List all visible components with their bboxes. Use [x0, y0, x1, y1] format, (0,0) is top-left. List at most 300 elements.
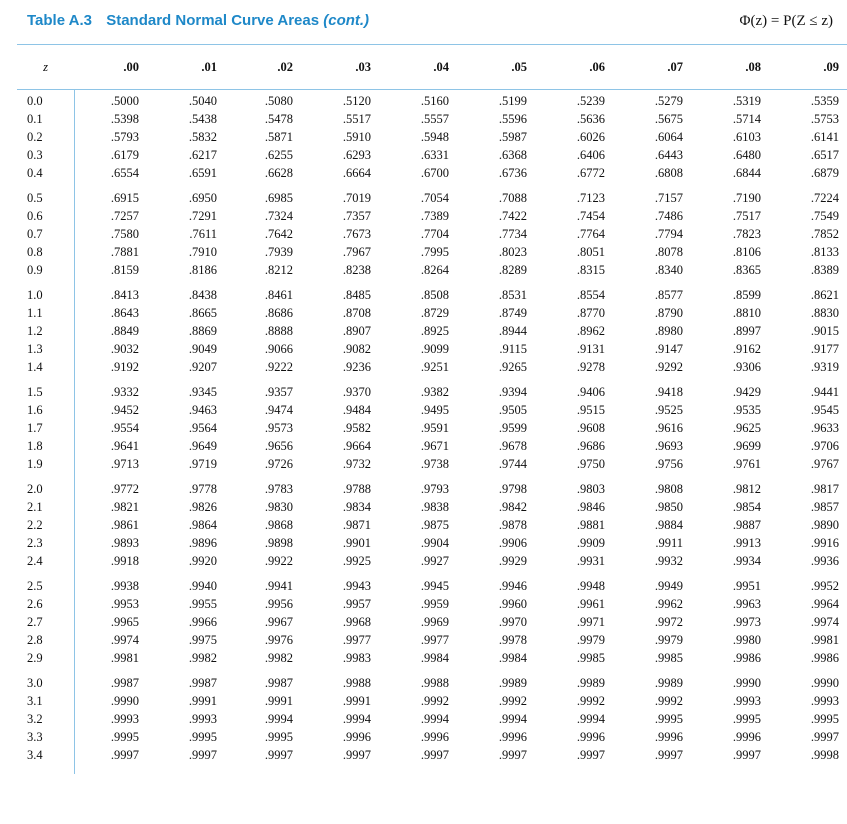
column-header: .08 — [745, 60, 761, 74]
probability-cell: .9988 — [420, 676, 449, 690]
probability-cell: .5714 — [732, 112, 761, 127]
probability-cell: .9987 — [264, 676, 293, 690]
probability-cell: .8643 — [110, 306, 139, 321]
probability-cell: .9896 — [188, 536, 217, 551]
probability-cell: .9971 — [576, 615, 605, 630]
probability-cell: .9962 — [654, 597, 683, 612]
column-header: .02 — [277, 60, 293, 74]
probability-cell: .6879 — [810, 166, 839, 181]
probability-cell: .6736 — [498, 166, 527, 181]
z-column-header: z — [43, 60, 48, 74]
table-row — [17, 676, 847, 694]
z-value: 2.4 — [27, 554, 43, 569]
probability-cell: .5948 — [420, 130, 449, 145]
probability-cell: .9177 — [810, 342, 839, 357]
table-row — [17, 439, 847, 457]
probability-cell: .9994 — [342, 712, 371, 727]
probability-cell: .9934 — [732, 554, 761, 569]
probability-cell: .7517 — [732, 209, 761, 224]
probability-cell: .8461 — [264, 288, 293, 302]
probability-cell: .9830 — [264, 500, 293, 515]
probability-cell: .9278 — [576, 360, 605, 375]
probability-cell: .7611 — [189, 227, 217, 242]
column-header: .01 — [201, 60, 217, 74]
probability-cell: .9996 — [654, 730, 683, 745]
probability-cell: .9608 — [576, 421, 605, 436]
probability-cell: .7224 — [810, 191, 839, 205]
z-value: 1.8 — [27, 439, 43, 454]
probability-cell: .9922 — [264, 554, 293, 569]
probability-cell: .9995 — [732, 712, 761, 727]
table-row — [17, 518, 847, 536]
probability-cell: .9884 — [654, 518, 683, 533]
probability-cell: .8907 — [342, 324, 371, 339]
z-value: 1.6 — [27, 403, 43, 418]
probability-cell: .5478 — [264, 112, 293, 127]
probability-cell: .9985 — [576, 651, 605, 666]
probability-cell: .8159 — [110, 263, 139, 278]
probability-cell: .9319 — [810, 360, 839, 375]
table-row — [17, 191, 847, 209]
probability-cell: .9988 — [342, 676, 371, 690]
probability-cell: .9265 — [498, 360, 527, 375]
probability-cell: .8238 — [342, 263, 371, 278]
probability-cell: .8078 — [654, 245, 683, 260]
z-value: 0.2 — [27, 130, 43, 145]
probability-cell: .9207 — [188, 360, 217, 375]
probability-cell: .9960 — [498, 597, 527, 612]
probability-cell: .5160 — [420, 94, 449, 108]
z-value: 0.1 — [27, 112, 43, 127]
probability-cell: .6331 — [420, 148, 449, 163]
probability-cell: .6293 — [342, 148, 371, 163]
table-row — [17, 633, 847, 651]
z-value: 2.3 — [27, 536, 43, 551]
probability-cell: .9864 — [188, 518, 217, 533]
probability-cell: .7734 — [498, 227, 527, 242]
probability-cell: .9147 — [654, 342, 683, 357]
probability-cell: .6915 — [110, 191, 139, 205]
probability-cell: .8599 — [732, 288, 761, 302]
z-value: 0.0 — [27, 94, 43, 108]
probability-cell: .9082 — [342, 342, 371, 357]
probability-cell: .9726 — [264, 457, 293, 472]
probability-cell: .9995 — [810, 712, 839, 727]
probability-cell: .9495 — [420, 403, 449, 418]
probability-cell: .9996 — [420, 730, 449, 745]
probability-cell: .5753 — [810, 112, 839, 127]
probability-cell: .9656 — [264, 439, 293, 454]
probability-cell: .9332 — [110, 385, 139, 399]
probability-cell: .9821 — [110, 500, 139, 515]
z-value: 3.3 — [27, 730, 43, 745]
probability-cell: .9994 — [498, 712, 527, 727]
probability-cell: .9788 — [342, 482, 371, 496]
probability-cell: .9997 — [654, 748, 683, 763]
probability-cell: .6026 — [576, 130, 605, 145]
probability-cell: .9803 — [576, 482, 605, 496]
probability-cell: .9525 — [654, 403, 683, 418]
probability-cell: .9943 — [342, 579, 371, 593]
z-value: 0.9 — [27, 263, 43, 278]
probability-cell: .9222 — [264, 360, 293, 375]
probability-cell: .6664 — [342, 166, 371, 181]
probability-cell: .9997 — [810, 730, 839, 745]
probability-cell: .9959 — [420, 597, 449, 612]
probability-cell: .8888 — [264, 324, 293, 339]
z-value: 2.7 — [27, 615, 43, 630]
probability-cell: .6591 — [188, 166, 217, 181]
table-row — [17, 166, 847, 184]
probability-cell: .9756 — [654, 457, 683, 472]
probability-cell: .8770 — [576, 306, 605, 321]
probability-cell: .9953 — [110, 597, 139, 612]
probability-cell: .9545 — [810, 403, 839, 418]
probability-cell: .9978 — [498, 633, 527, 648]
probability-cell: .9983 — [342, 651, 371, 666]
probability-cell: .9505 — [498, 403, 527, 418]
probability-cell: .7486 — [654, 209, 683, 224]
probability-cell: .7967 — [342, 245, 371, 260]
probability-cell: .9772 — [110, 482, 139, 496]
table-row — [17, 748, 847, 766]
table-row — [17, 148, 847, 166]
z-value: 3.2 — [27, 712, 43, 727]
table-number: Table A.3 — [27, 12, 93, 29]
table-row — [17, 615, 847, 633]
probability-cell: .9918 — [110, 554, 139, 569]
probability-cell: .9989 — [654, 676, 683, 690]
probability-cell: .5832 — [188, 130, 217, 145]
probability-cell: .9649 — [188, 439, 217, 454]
probability-cell: .9980 — [732, 633, 761, 648]
probability-cell: .8508 — [420, 288, 449, 302]
probability-cell: .8830 — [810, 306, 839, 321]
z-value: 3.0 — [27, 676, 43, 690]
probability-cell: .8686 — [264, 306, 293, 321]
z-value: 2.5 — [27, 579, 43, 593]
probability-cell: .9573 — [264, 421, 293, 436]
probability-cell: .9997 — [342, 748, 371, 763]
probability-cell: .6517 — [810, 148, 839, 163]
probability-cell: .9929 — [498, 554, 527, 569]
table-row — [17, 288, 847, 306]
probability-cell: .9977 — [420, 633, 449, 648]
table-row — [17, 306, 847, 324]
probability-cell: .6103 — [732, 130, 761, 145]
probability-cell: .9964 — [810, 597, 839, 612]
table-row — [17, 579, 847, 597]
probability-cell: .8413 — [110, 288, 139, 302]
probability-cell: .9916 — [810, 536, 839, 551]
probability-cell: .9981 — [810, 633, 839, 648]
probability-cell: .9732 — [342, 457, 371, 472]
probability-cell: .9990 — [110, 694, 139, 709]
probability-cell: .5987 — [498, 130, 527, 145]
probability-cell: .9345 — [188, 385, 217, 399]
table-row — [17, 694, 847, 712]
z-value: 1.0 — [27, 288, 43, 302]
probability-cell: .9693 — [654, 439, 683, 454]
probability-cell: .8051 — [576, 245, 605, 260]
probability-cell: .5636 — [576, 112, 605, 127]
probability-cell: .9706 — [810, 439, 839, 454]
probability-cell: .7939 — [264, 245, 293, 260]
probability-cell: .9968 — [342, 615, 371, 630]
probability-cell: .9641 — [110, 439, 139, 454]
probability-cell: .5557 — [420, 112, 449, 127]
probability-cell: .9996 — [732, 730, 761, 745]
z-value: 3.4 — [27, 748, 43, 763]
probability-cell: .9967 — [264, 615, 293, 630]
z-value: 0.6 — [27, 209, 43, 224]
probability-cell: .8289 — [498, 263, 527, 278]
probability-cell: .6480 — [732, 148, 761, 163]
probability-cell: .9616 — [654, 421, 683, 436]
cdf-formula: Φ(z) = P(Z ≤ z) — [739, 13, 833, 29]
probability-cell: .8315 — [576, 263, 605, 278]
z-value: 0.5 — [27, 191, 43, 205]
z-value: 2.1 — [27, 500, 43, 515]
probability-cell: .7673 — [342, 227, 371, 242]
z-value: 2.6 — [27, 597, 43, 612]
probability-cell: .9975 — [188, 633, 217, 648]
probability-cell: .9591 — [420, 421, 449, 436]
probability-cell: .9993 — [732, 694, 761, 709]
probability-cell: .9808 — [654, 482, 683, 496]
table-row — [17, 112, 847, 130]
probability-cell: .7257 — [110, 209, 139, 224]
probability-cell: .8577 — [654, 288, 683, 302]
probability-cell: .9778 — [188, 482, 217, 496]
column-header: .09 — [823, 60, 839, 74]
probability-cell: .8749 — [498, 306, 527, 321]
probability-cell: .9192 — [110, 360, 139, 375]
probability-cell: .8729 — [420, 306, 449, 321]
probability-cell: .9875 — [420, 518, 449, 533]
probability-cell: .8212 — [264, 263, 293, 278]
table-row — [17, 536, 847, 554]
probability-cell: .9997 — [576, 748, 605, 763]
probability-cell: .7642 — [264, 227, 293, 242]
probability-cell: .9951 — [732, 579, 761, 593]
probability-cell: .9996 — [342, 730, 371, 745]
probability-cell: .8133 — [810, 245, 839, 260]
probability-cell: .5871 — [264, 130, 293, 145]
probability-cell: .9989 — [576, 676, 605, 690]
table-row — [17, 597, 847, 615]
probability-cell: .9049 — [188, 342, 217, 357]
probability-cell: .9812 — [732, 482, 761, 496]
probability-cell: .9913 — [732, 536, 761, 551]
z-value: 0.3 — [27, 148, 43, 163]
table-title: Standard Normal Curve Areas — [106, 12, 320, 29]
table-row — [17, 730, 847, 748]
probability-cell: .9979 — [654, 633, 683, 648]
probability-cell: .6368 — [498, 148, 527, 163]
probability-cell: .9985 — [654, 651, 683, 666]
table-row — [17, 403, 847, 421]
probability-cell: .7190 — [732, 191, 761, 205]
probability-cell: .9974 — [810, 615, 839, 630]
z-value: 2.0 — [27, 482, 43, 496]
z-value: 1.5 — [27, 385, 43, 399]
probability-cell: .6406 — [576, 148, 605, 163]
table-caption — [27, 12, 369, 29]
z-value: 1.2 — [27, 324, 43, 339]
probability-cell: .9994 — [576, 712, 605, 727]
probability-cell: .7764 — [576, 227, 605, 242]
probability-cell: .5398 — [110, 112, 139, 127]
probability-cell: .8997 — [732, 324, 761, 339]
probability-cell: .5793 — [110, 130, 139, 145]
probability-cell: .9984 — [498, 651, 527, 666]
probability-cell: .9881 — [576, 518, 605, 533]
probability-cell: .9911 — [655, 536, 683, 551]
probability-cell: .9826 — [188, 500, 217, 515]
probability-cell: .8023 — [498, 245, 527, 260]
probability-cell: .6808 — [654, 166, 683, 181]
probability-cell: .9949 — [654, 579, 683, 593]
probability-cell: .5279 — [654, 94, 683, 108]
z-value: 2.2 — [27, 518, 43, 533]
probability-cell: .7157 — [654, 191, 683, 205]
probability-cell: .9993 — [110, 712, 139, 727]
probability-cell: .9997 — [732, 748, 761, 763]
table-row — [17, 554, 847, 572]
probability-cell: .9994 — [420, 712, 449, 727]
probability-cell: .6554 — [110, 166, 139, 181]
probability-cell: .9970 — [498, 615, 527, 630]
table-row — [17, 457, 847, 475]
probability-cell: .9370 — [342, 385, 371, 399]
probability-cell: .9871 — [342, 518, 371, 533]
probability-cell: .8708 — [342, 306, 371, 321]
probability-cell: .9986 — [732, 651, 761, 666]
table-row — [17, 712, 847, 730]
probability-cell: .9992 — [420, 694, 449, 709]
probability-cell: .9991 — [342, 694, 371, 709]
probability-cell: .7123 — [576, 191, 605, 205]
probability-cell: .9115 — [499, 342, 527, 357]
probability-cell: .9977 — [342, 633, 371, 648]
probability-cell: .8810 — [732, 306, 761, 321]
probability-cell: .8790 — [654, 306, 683, 321]
probability-cell: .9906 — [498, 536, 527, 551]
probability-cell: .9982 — [188, 651, 217, 666]
probability-cell: .9868 — [264, 518, 293, 533]
probability-cell: .9994 — [264, 712, 293, 727]
probability-cell: .5080 — [264, 94, 293, 108]
z-value: 1.3 — [27, 342, 43, 357]
probability-cell: .5675 — [654, 112, 683, 127]
probability-cell: .9957 — [342, 597, 371, 612]
probability-cell: .9989 — [498, 676, 527, 690]
probability-cell: .9633 — [810, 421, 839, 436]
probability-cell: .5596 — [498, 112, 527, 127]
probability-cell: .9761 — [732, 457, 761, 472]
probability-cell: .9909 — [576, 536, 605, 551]
probability-cell: .9972 — [654, 615, 683, 630]
probability-cell: .9015 — [810, 324, 839, 339]
probability-cell: .9995 — [654, 712, 683, 727]
probability-cell: .9783 — [264, 482, 293, 496]
probability-cell: .8106 — [732, 245, 761, 260]
probability-cell: .9599 — [498, 421, 527, 436]
probability-cell: .6141 — [810, 130, 839, 145]
probability-cell: .9878 — [498, 518, 527, 533]
probability-cell: .9979 — [576, 633, 605, 648]
probability-cell: .9744 — [498, 457, 527, 472]
probability-cell: .7054 — [420, 191, 449, 205]
table-row — [17, 130, 847, 148]
z-value: 0.4 — [27, 166, 43, 181]
probability-cell: .5517 — [342, 112, 371, 127]
probability-cell: .7794 — [654, 227, 683, 242]
probability-cell: .9904 — [420, 536, 449, 551]
probability-cell: .9931 — [576, 554, 605, 569]
probability-cell: .9997 — [188, 748, 217, 763]
probability-cell: .9997 — [110, 748, 139, 763]
probability-cell: .9554 — [110, 421, 139, 436]
table-row — [17, 385, 847, 403]
probability-cell: .9997 — [420, 748, 449, 763]
probability-cell: .9984 — [420, 651, 449, 666]
probability-cell: .6985 — [264, 191, 293, 205]
table-row — [17, 342, 847, 360]
probability-cell: .9982 — [264, 651, 293, 666]
z-value: 0.8 — [27, 245, 43, 260]
probability-cell: .9945 — [420, 579, 449, 593]
probability-cell: .9966 — [188, 615, 217, 630]
probability-cell: .8980 — [654, 324, 683, 339]
probability-cell: .9995 — [264, 730, 293, 745]
probability-cell: .9887 — [732, 518, 761, 533]
probability-cell: .9441 — [810, 385, 839, 399]
probability-cell: .8531 — [498, 288, 527, 302]
probability-cell: .9292 — [654, 360, 683, 375]
probability-cell: .7088 — [498, 191, 527, 205]
probability-cell: .9582 — [342, 421, 371, 436]
probability-cell: .9932 — [654, 554, 683, 569]
column-header: .05 — [511, 60, 527, 74]
probability-cell: .9998 — [810, 748, 839, 763]
probability-cell: .9713 — [110, 457, 139, 472]
probability-cell: .8389 — [810, 263, 839, 278]
probability-cell: .8869 — [188, 324, 217, 339]
probability-cell: .9767 — [810, 457, 839, 472]
probability-cell: .9236 — [342, 360, 371, 375]
probability-cell: .9678 — [498, 439, 527, 454]
probability-cell: .9838 — [420, 500, 449, 515]
probability-cell: .9032 — [110, 342, 139, 357]
probability-cell: .9974 — [110, 633, 139, 648]
probability-cell: .9987 — [188, 676, 217, 690]
table-row — [17, 227, 847, 245]
table-continued-label: (cont.) — [323, 12, 370, 29]
probability-cell: .6628 — [264, 166, 293, 181]
probability-cell: .6179 — [110, 148, 139, 163]
probability-cell: .9997 — [498, 748, 527, 763]
probability-cell: .5040 — [188, 94, 217, 108]
probability-cell: .9564 — [188, 421, 217, 436]
probability-cell: .9861 — [110, 518, 139, 533]
probability-cell: .9952 — [810, 579, 839, 593]
probability-cell: .7910 — [188, 245, 217, 260]
z-value: 1.7 — [27, 421, 43, 436]
probability-cell: .7454 — [576, 209, 605, 224]
probability-cell: .8962 — [576, 324, 605, 339]
